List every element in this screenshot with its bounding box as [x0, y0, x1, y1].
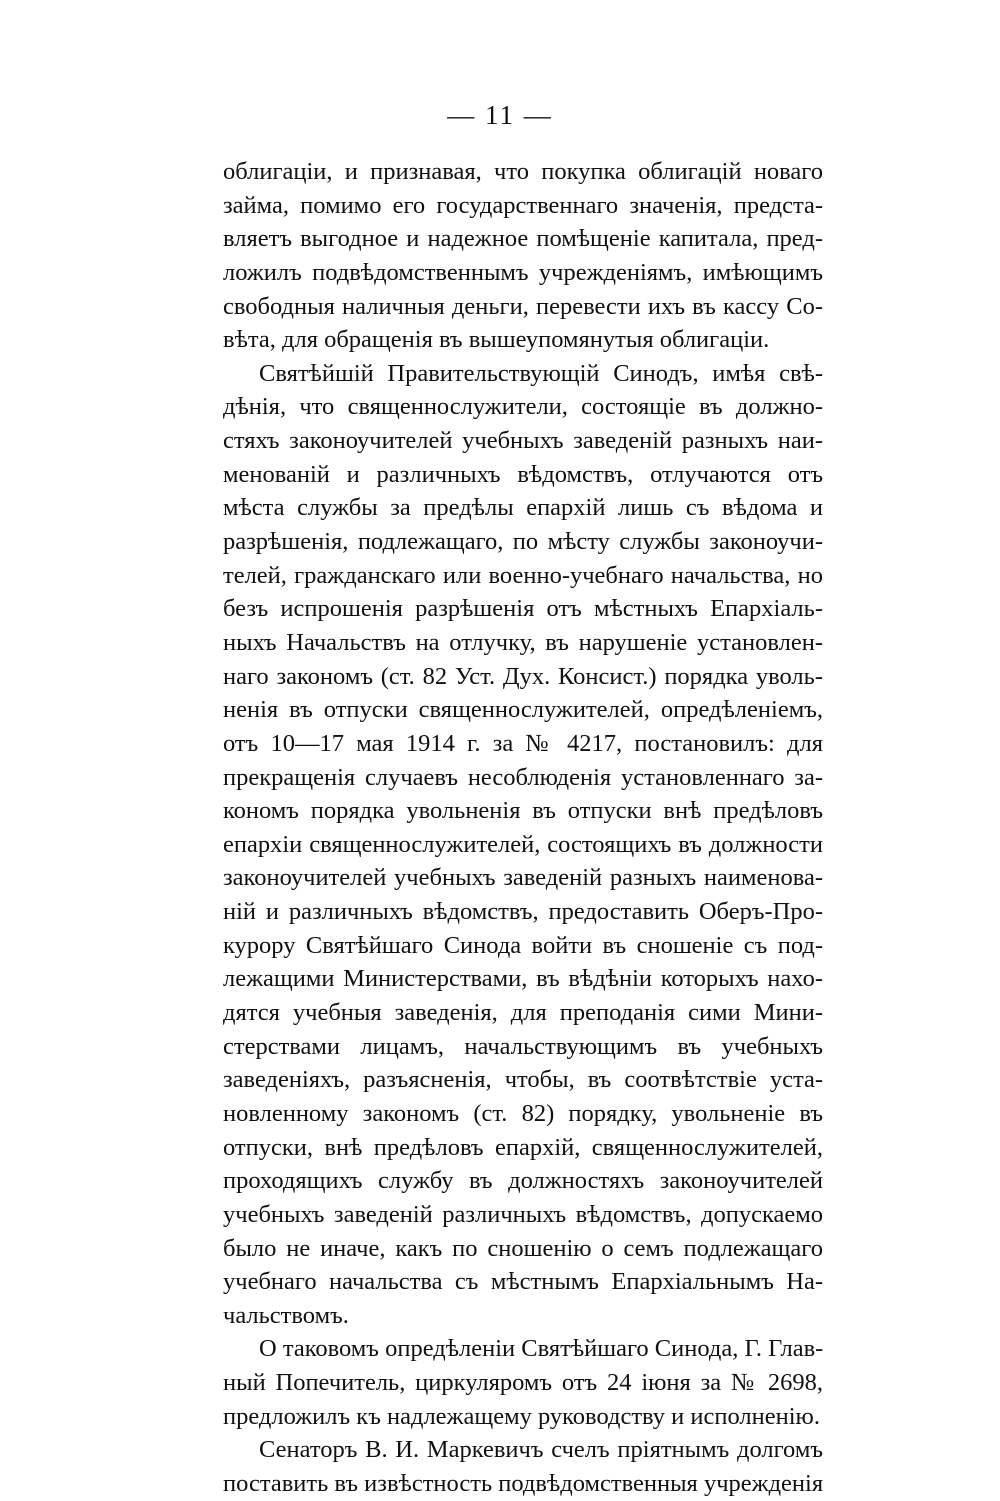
text-line: свободныя наличныя деньги, перевести ихъ въ кассу Со-: [223, 292, 823, 320]
text-line: проходящихъ службу въ должностяхъ законоучителей: [223, 1167, 823, 1195]
text-line: ній и различныхъ вѣдомствъ, предоставить Оберъ-Про-: [223, 898, 823, 926]
text-line: мѣста службы за предѣлы епархій лишь съ вѣдома и: [223, 494, 823, 522]
text-line: ложилъ подвѣдомственнымъ учрежденіямъ, имѣющимъ: [223, 258, 823, 286]
text-line: стяхъ законоучителей учебныхъ заведеній разныхъ наи-: [223, 427, 823, 455]
text-line: ныхъ Начальствъ на отлучку, въ нарушеніе установлен-: [223, 628, 823, 656]
text-line: О таковомъ опредѣленіи Святѣйшаго Синода, Г. Глав-: [259, 1335, 824, 1363]
text-line: заведеніяхъ, разъясненія, чтобы, въ соотвѣтствіе уста-: [223, 1066, 823, 1094]
text-line: предложилъ къ надлежащему руководству и исполненію.: [223, 1402, 820, 1430]
text-line: Сенаторъ В. И. Маркевичъ счелъ пріятнымъ долгомъ: [259, 1436, 823, 1464]
text-line: стерствами лицамъ, начальствующимъ въ учебныхъ: [223, 1032, 823, 1060]
paragraph: [223, 155, 823, 357]
text-line: отъ 10—17 мая 1914 г. за № 4217, постановилъ: для: [223, 729, 823, 757]
text-line: безъ испрошенія разрѣшенія отъ мѣстныхъ Епархіаль-: [223, 595, 823, 623]
text-line: займа, помимо его государственнаго значенія, предста-: [223, 191, 823, 219]
text-line: ненія въ отпуски священнослужителей, опредѣленіемъ,: [223, 696, 823, 724]
text-line: прекращенія случаевъ несоблюденія установленнаго за-: [223, 763, 823, 791]
text-line: лежащими Министерствами, въ вѣдѣніи которыхъ нахо-: [223, 965, 823, 993]
text-line: дятся учебныя заведенія, для преподанія сими Мини-: [223, 999, 823, 1027]
text-line: учебныхъ заведеній различныхъ вѣдомствъ, допускаемо: [223, 1200, 823, 1228]
text-line: отпуски, внѣ предѣловъ епархій, священнослужителей,: [223, 1133, 823, 1161]
text-line: телей, гражданскаго или военно-учебнаго начальства, но: [223, 561, 823, 589]
paragraph: [223, 357, 823, 1333]
page-number: — 11 —: [447, 100, 553, 130]
text-line: кономъ порядка увольненія въ отпуски внѣ предѣловъ: [223, 797, 823, 825]
text-line: Святѣйшій Правительствующій Синодъ, имѣя свѣ-: [259, 359, 823, 387]
paragraph: [223, 1433, 823, 1500]
text-line: менованій и различныхъ вѣдомствъ, отлучаются отъ: [223, 460, 823, 488]
text-line: было не иначе, какъ по сношенію о семъ подлежащаго: [223, 1234, 823, 1262]
text-line: курору Святѣйшаго Синода войти въ сношеніе съ под-: [223, 931, 823, 959]
text-line: поставить въ извѣстность подвѣдомственныя учрежденія: [223, 1469, 824, 1497]
text-line: чальствомъ.: [223, 1301, 349, 1329]
text-line: вляетъ выгодное и надежное помѣщеніе капитала, пред-: [223, 225, 823, 253]
text-line: учебнаго начальства съ мѣстнымъ Епархіальнымъ На-: [223, 1268, 823, 1296]
paragraph: [223, 1332, 823, 1433]
text-line: вѣта, для обращенія въ вышеупомянутыя облигаціи.: [223, 326, 770, 354]
text-line: дѣнія, что священнослужители, состоящіе въ должно-: [223, 393, 823, 421]
text-line: разрѣшенія, подлежащаго, по мѣсту службы законоучи-: [223, 528, 823, 556]
text-line: ный Попечитель, циркуляромъ отъ 24 іюня за № 2698,: [223, 1369, 823, 1397]
text-line: новленному закономъ (ст. 82) порядку, увольненіе въ: [223, 1099, 823, 1127]
text-line: наго закономъ (ст. 82 Уст. Дух. Консист.) порядка уволь-: [223, 662, 823, 690]
text-line: облигаціи, и признавая, что покупка облигацій новаго: [223, 158, 823, 185]
body-text: [223, 155, 823, 1501]
text-line: законоучителей учебныхъ заведеній разныхъ наименова-: [223, 864, 823, 892]
text-line: епархіи священнослужителей, состоящихъ въ должности: [223, 830, 823, 858]
